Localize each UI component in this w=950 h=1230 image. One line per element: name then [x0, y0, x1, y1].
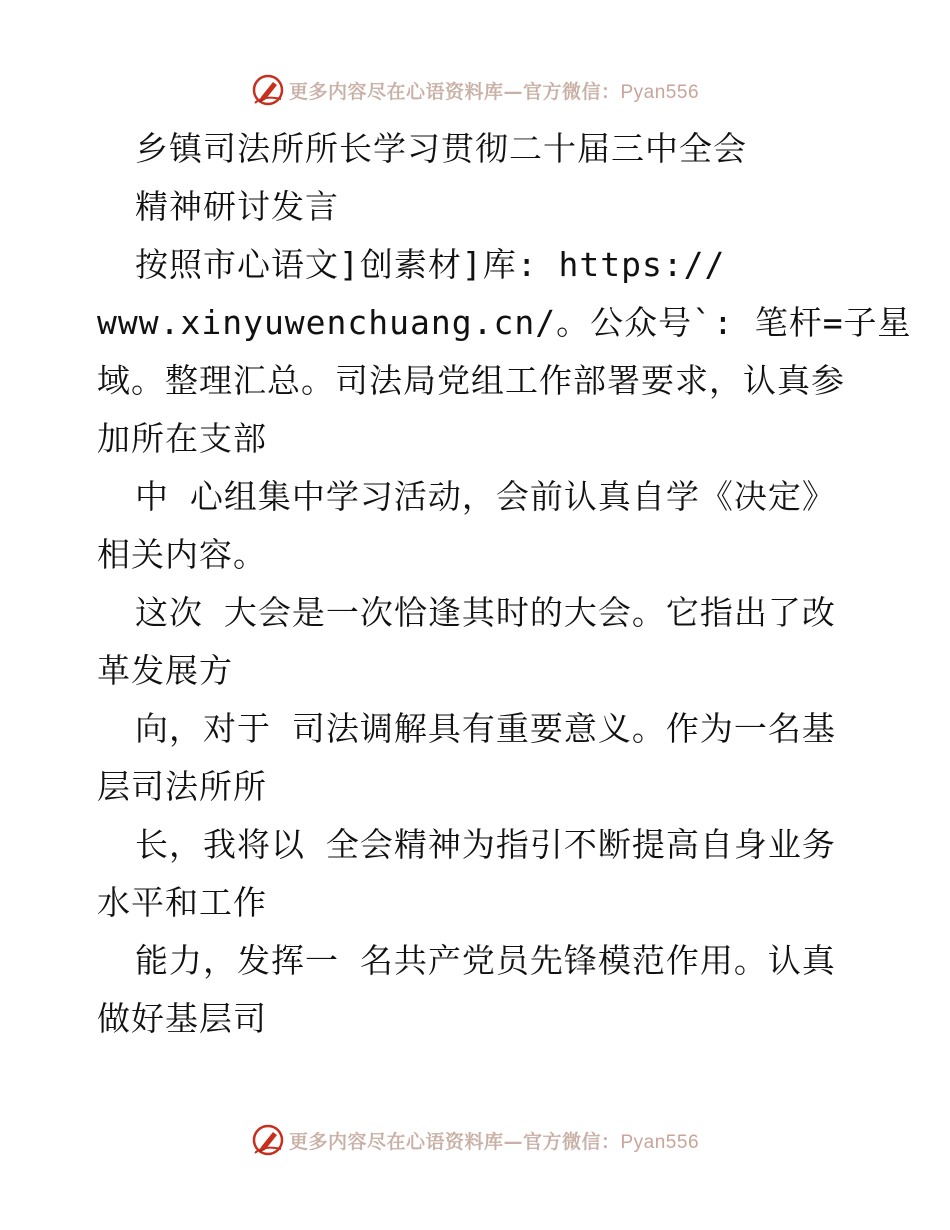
text-line: 加所在支部	[97, 419, 267, 458]
text-line: 中 心组集中学习活动，会前认真自学《决定》	[135, 477, 836, 516]
text-line: 按照市心语文]创素材]库: https://	[135, 245, 726, 284]
header-watermark	[0, 70, 950, 110]
watermark-text: 更多内容尽在心语资料库—官方微信：Pyan556	[288, 80, 700, 103]
text-line: 长，我将以 全会精神为指引不断提高自身业务	[135, 825, 836, 864]
text-line: 向，对于 司法调解具有重要意义。作为一名基	[135, 709, 836, 748]
text-line: 这次 大会是一次恰逢其时的大会。它指出了改	[135, 593, 836, 632]
text-line: 相关内容。	[97, 535, 267, 574]
text-line: 革发展方	[97, 651, 233, 690]
footer-watermark	[0, 1120, 950, 1160]
document-body	[97, 120, 912, 1048]
watermark-text: 更多内容尽在心语资料库—官方微信：Pyan556	[288, 1130, 700, 1153]
text-line: 水平和工作	[97, 883, 267, 922]
title-line-2: 精神研讨发言	[135, 187, 339, 226]
watermark-wechat-id: Pyan556	[620, 81, 700, 103]
text-line: 域。整理汇总。司法局党组工作部署要求，认真参	[97, 361, 845, 400]
pen-logo-icon	[251, 1123, 285, 1157]
text-line: 做好基层司	[97, 999, 267, 1038]
pen-logo-icon	[251, 73, 285, 107]
text-line: 层司法所所	[97, 767, 267, 806]
text-line: www.xinyuwenchuang.cn/。公众号`: 笔杆=子星	[97, 303, 912, 342]
title-line-1: 乡镇司法所所长学习贯彻二十届三中全会	[135, 129, 747, 168]
text-line: 能力，发挥一 名共产党员先锋模范作用。认真	[135, 941, 836, 980]
watermark-wechat-id: Pyan556	[620, 1131, 700, 1153]
